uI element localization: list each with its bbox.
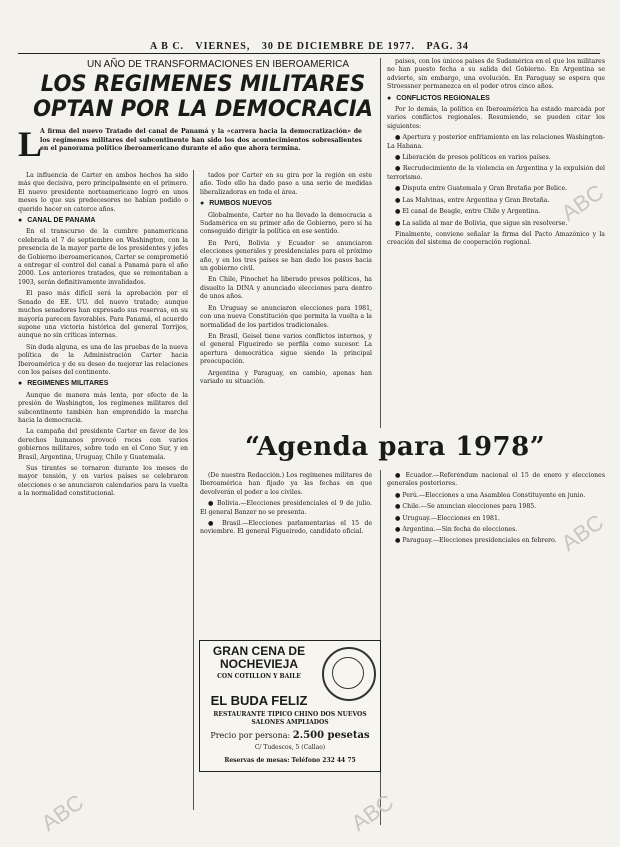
paragraph: Finalmente, conviene señalar la firma del Pacto Amazónico y la creación del sistema de cooperación regional. xyxy=(387,230,605,247)
paragraph: tados por Carter en su gira por la región en este año. Todo ello ha dado paso a una serie de medidas liberalizadoras en toda el área. xyxy=(200,172,372,196)
paragraph: ● Perú.—Elecciones a una Asamblea Constituyente en junio. xyxy=(395,491,586,499)
paragraph: En Perú, Bolivia y Ecuador se anunciaron elecciones generales y presidenciales para el próximo año, y en los tres países se han dado los pasos hacia un gobierno civil. xyxy=(200,239,372,273)
ad-venue: EL BUDA FELIZ xyxy=(210,693,308,708)
paragraph: ● Argentina.—Sin fecha de elecciones. xyxy=(395,526,518,534)
paragraph: Globalmente, Carter no ha llevado la democracia a Sudamérica en su primer año de Gobierno, pero sí ha conseguido dirigir la política en ese sentido. xyxy=(200,211,372,236)
section-heading: ● RUMBOS NUEVOS xyxy=(200,200,372,208)
header-day: VIERNES, xyxy=(195,41,251,52)
watermark: ABC xyxy=(556,509,609,556)
column-3 xyxy=(387,58,605,423)
price-value: 2.500 pesetas xyxy=(292,730,370,741)
paragraph: Sus tirantes se tornaron durante los meses de mayor tensión, y en varios países se celebraron elecciones o se anunciaron calendarios para la vuelta a la normalidad constitucional. xyxy=(18,465,188,498)
header-date: 30 DE DICIEMBRE DE 1977. xyxy=(261,41,416,52)
ad-phone: Reservas de mesas: Teléfono 232 44 75 xyxy=(224,757,356,764)
watermark: ABC xyxy=(556,179,609,226)
column-2 xyxy=(200,172,372,427)
paragraph: ● Ecuador.—Referéndum nacional el 15 de enero y elecciones generales posteriores. xyxy=(387,472,605,488)
ad-address: C/ Tudescos, 5 (Callao) xyxy=(254,744,326,751)
ad-price xyxy=(204,730,376,741)
lead-paragraph: A firma del nuevo Tratado del canal de Panamá y la «carrera hacia la democratización» de los regímenes militares del subcontinente han sido los dos acontecimientos sobresalientes en el panorama político iberoamericano durante el año que ahora termina. xyxy=(40,128,362,153)
paragraph: En Chile, Pinochet ha liberado presos políticos, ha disuelto la DINA y anunciado elecciones para dentro de unos años. xyxy=(200,276,372,301)
paragraph: En Uruguay se anunciaron elecciones para 1981, con una nueva Constitución que permita la vuelta a la normalidad de los partidos tradicionales. xyxy=(200,304,372,329)
column-rule xyxy=(193,170,194,810)
paragraph: ● El canal de Beagle, entre Chile y Argentina. xyxy=(395,208,541,216)
kicker: UN AÑO DE TRANSFORMACIONES EN IBEROAMERICA xyxy=(86,59,350,70)
paragraph: ● Paraguay.—Elecciones presidenciales en febrero. xyxy=(395,537,557,545)
section-heading: ● CONFLICTOS REGIONALES xyxy=(387,95,605,103)
paper-name: A B C. xyxy=(150,41,185,52)
paragraph: Aunque de manera más lenta, por efecto de la presión de Washington, los regímenes militares del subcontinente también han emprendido la marcha hacia la democracia. xyxy=(18,391,188,424)
ad-subtitle: CON COTILLON Y BAILE xyxy=(217,673,301,680)
section-heading: ● REGIMENES MILITARES xyxy=(18,380,188,388)
page-number: PAG. 34 xyxy=(426,41,469,52)
restaurant-seal-icon xyxy=(322,647,376,701)
agenda-title: “Agenda para 1978” xyxy=(245,432,546,462)
advertisement xyxy=(199,640,381,772)
paragraph: ● Apertura y posterior enfriamiento en las relaciones Washington-La Habana. xyxy=(387,134,605,150)
ad-title: GRAN CENA DE NOCHEVIEJA xyxy=(212,644,306,671)
paragraph: La influencia de Carter en ambos hechos ha sido más que decisiva, pero principalmente en el primero. El nuevo presidente norteamericano logró en unos meses lo que sus predecesores no habían podido o querido hacer en catorce años. xyxy=(18,172,188,213)
paragraph: El paso más difícil será la aprobación por el Senado de EE. UU. del nuevo tratado; aunque muchos senadores han expresado sus reservas, en su mayoría parecen favorables. Para Panamá, el acuerdo supone una victoria histórica del general Torrijos, aunque no sin críticas internas. xyxy=(18,290,188,340)
paragraph: países, con los únicos países de Sudamérica en el que los militares no han puesto fecha a su salida del Gobierno. En Argentina se advierte, sin embargo, una evolución. En Paraguay se espera que Stroessner permanezca en el poder otros cinco años. xyxy=(387,58,605,91)
paragraph: ● Disputa entre Guatemala y Gran Bretaña por Belice. xyxy=(395,185,568,193)
paragraph: ● La salida al mar de Bolivia, que sigue sin resolverse. xyxy=(395,219,568,227)
drop-cap: L xyxy=(18,124,43,164)
price-label: Precio por persona: xyxy=(210,731,291,740)
headline: LOS REGIMENES MILITARES OPTAN POR LA DEMOCRACIA xyxy=(33,72,373,122)
paragraph: ● Uruguay.—Elecciones en 1981. xyxy=(395,514,500,522)
paragraph: En Brasil, Geisel tiene varios conflictos internos, y el general Figueiredo se perfila como sucesor. La apertura democrática sigue siendo la principal preocupación. xyxy=(200,332,372,366)
paragraph: Argentina y Paraguay, en cambio, apenas han variado su situación. xyxy=(200,369,372,385)
paragraph: ● Bolivia.—Elecciones presidenciales el 9 de julio. El general Banzer no se presenta. xyxy=(200,500,372,516)
page-header xyxy=(150,41,470,52)
watermark: ABC xyxy=(36,789,89,836)
ad-restaurant: RESTAURANTE TIPICO CHINO DOS NUEVOS SALONES AMPLIADOS xyxy=(213,711,367,726)
paragraph: ● Chile.—Se anuncian elecciones para 1985. xyxy=(395,503,537,511)
paragraph: En el transcurso de la cumbre panamericana celebrada el 7 de septiembre en Washington, con la presencia de la mayor parte de los presidentes y jefes de Gobierno iberoamericanos, Carter se comprometió a entregar el control del canal a Panamá para el año 2000. Los anteriores tratados, que se remontaban a 1903, serán definitivamente invalidados. xyxy=(18,228,188,286)
section-heading: ● CANAL DE PANAMA xyxy=(18,217,188,225)
paragraph: ● Recrudecimiento de la violencia en Argentina y la expulsión del terrorismo. xyxy=(387,165,605,181)
paragraph: La campaña del presidente Carter en favor de los derechos humanos provocó roces con varios gobiernos militares, sobre todo en el Cono Sur, y en Brasil, Argentina, Uruguay, Chile y Guatemala. xyxy=(18,428,188,461)
column-rule xyxy=(380,58,381,428)
header-rule xyxy=(18,53,600,54)
watermark: ABC xyxy=(346,789,399,836)
paragraph: Por lo demás, la política en Iberoamérica ha estado marcada por varios conflictos regionales. Resumiendo, se pueden citar los siguientes: xyxy=(387,106,605,130)
paragraph: ● Liberación de presos políticos en varios países. xyxy=(395,154,551,162)
paragraph: Sin duda alguna, es una de las pruebas de la nueva política de la Administración Carter hacia Iberoamérica y de su deseo de mejorar las relaciones con los países del continente. xyxy=(18,343,188,376)
column-1 xyxy=(18,172,188,812)
paragraph: (De nuestra Redacción.) Los regímenes militares de Iberoamérica han fijado ya las fechas en que devolverán el poder a los civiles. xyxy=(200,472,372,496)
agenda-column-left xyxy=(200,472,372,632)
paragraph: ● Las Malvinas, entre Argentina y Gran Bretaña. xyxy=(395,196,550,204)
paragraph: ● Brasil.—Elecciones parlamentarias el 15 de noviembre. El general Figueiredo, candidato oficial. xyxy=(200,520,372,536)
